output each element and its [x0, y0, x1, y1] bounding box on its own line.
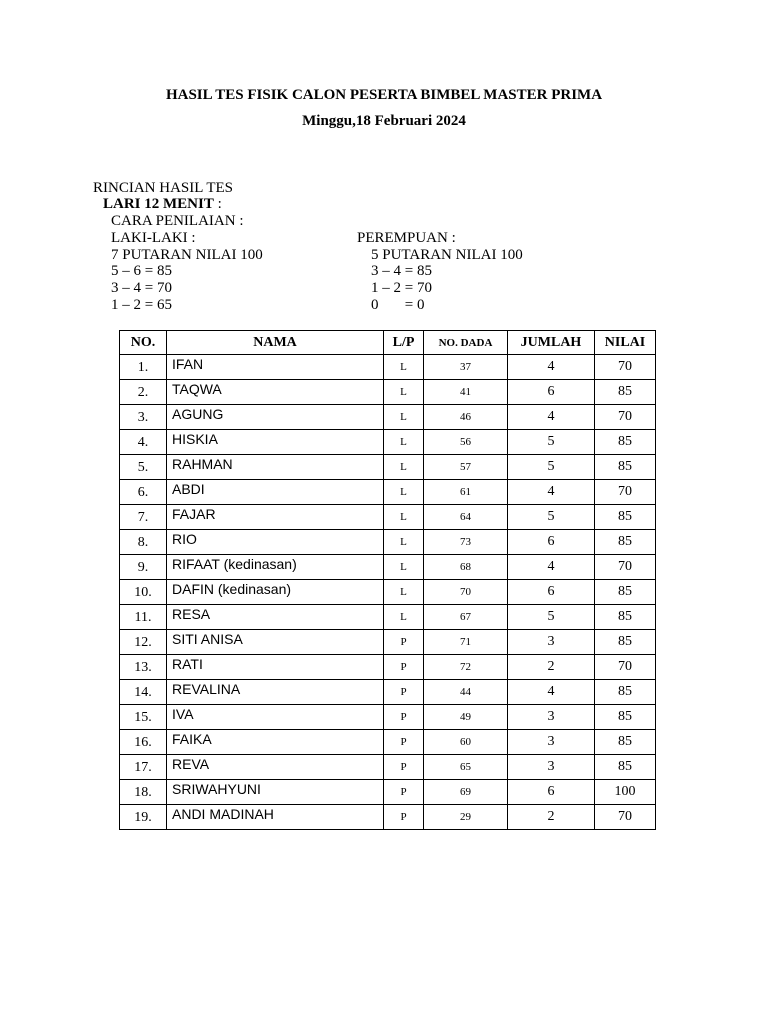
cell-jumlah: 4 [508, 680, 595, 705]
table-row [120, 530, 656, 555]
cell-jumlah: 6 [508, 380, 595, 405]
cell-lp: P [384, 680, 424, 705]
cell-nama: ABDI [167, 480, 384, 505]
perempuan-rule-1: 5 PUTARAN NILAI 100 [371, 247, 523, 263]
cell-lp: P [384, 730, 424, 755]
cell-lp: L [384, 530, 424, 555]
table-row [120, 405, 656, 430]
rincian-heading: RINCIAN HASIL TES [93, 180, 234, 196]
cell-nama: FAIKA [167, 730, 384, 755]
cell-no-dada: 72 [424, 655, 508, 680]
cell-jumlah: 5 [508, 605, 595, 630]
cell-nilai: 85 [595, 680, 656, 705]
cell-jumlah: 4 [508, 355, 595, 380]
cell-lp: L [384, 505, 424, 530]
cell-no-dada: 57 [424, 455, 508, 480]
laki-rule-4: 1 – 2 = 65 [111, 297, 172, 313]
table-row [120, 805, 656, 830]
cell-nama: SRIWAHYUNI [167, 780, 384, 805]
cell-no: 17. [120, 755, 167, 780]
cell-nama: HISKIA [167, 430, 384, 455]
test-name: LARI 12 MENIT [103, 196, 214, 212]
perempuan-label: PEREMPUAN : [357, 230, 456, 246]
cell-nama: RESA [167, 605, 384, 630]
cell-nama: REVALINA [167, 680, 384, 705]
cell-no-dada: 64 [424, 505, 508, 530]
cell-nilai: 85 [595, 630, 656, 655]
cell-no: 18. [120, 780, 167, 805]
cell-nama: DAFIN (kedinasan) [167, 580, 384, 605]
table-row [120, 580, 656, 605]
cell-jumlah: 4 [508, 555, 595, 580]
cell-no: 5. [120, 455, 167, 480]
cell-nama: IVA [167, 705, 384, 730]
header-lp: L/P [384, 331, 424, 355]
cell-lp: L [384, 405, 424, 430]
cell-nama: REVA [167, 755, 384, 780]
table-body [120, 355, 656, 830]
cell-nama: RIO [167, 530, 384, 555]
test-name-suffix: : [213, 196, 222, 212]
cell-no-dada: 68 [424, 555, 508, 580]
cell-no: 11. [120, 605, 167, 630]
cell-lp: P [384, 655, 424, 680]
cell-nilai: 85 [595, 580, 656, 605]
table-row [120, 730, 656, 755]
results-table [119, 330, 656, 830]
cell-nama: SITI ANISA [167, 630, 384, 655]
cell-nilai: 70 [595, 405, 656, 430]
cell-jumlah: 4 [508, 480, 595, 505]
cell-no: 14. [120, 680, 167, 705]
cell-no: 7. [120, 505, 167, 530]
cell-no-dada: 70 [424, 580, 508, 605]
table-row [120, 455, 656, 480]
cell-lp: P [384, 630, 424, 655]
cell-nama: RATI [167, 655, 384, 680]
cell-nama: TAQWA [167, 380, 384, 405]
laki-label: LAKI-LAKI : [111, 230, 196, 246]
cell-nilai: 70 [595, 355, 656, 380]
document-title: HASIL TES FISIK CALON PESERTA BIMBEL MASTER PRIMA [165, 87, 603, 103]
cell-lp: P [384, 755, 424, 780]
cell-no: 3. [120, 405, 167, 430]
header-no-dada: NO. DADA [424, 331, 508, 355]
cell-no-dada: 73 [424, 530, 508, 555]
cell-nilai: 85 [595, 605, 656, 630]
cell-no-dada: 29 [424, 805, 508, 830]
cell-lp: L [384, 555, 424, 580]
cell-nilai: 85 [595, 505, 656, 530]
cell-nilai: 100 [595, 780, 656, 805]
table-row [120, 655, 656, 680]
cell-nama: RAHMAN [167, 455, 384, 480]
cell-jumlah: 6 [508, 780, 595, 805]
cell-no: 15. [120, 705, 167, 730]
cell-nilai: 85 [595, 730, 656, 755]
cell-nilai: 85 [595, 430, 656, 455]
cell-no-dada: 44 [424, 680, 508, 705]
cell-no: 6. [120, 480, 167, 505]
cara-penilaian-label: CARA PENILAIAN : [111, 213, 244, 229]
cell-nama: IFAN [167, 355, 384, 380]
cell-nilai: 70 [595, 805, 656, 830]
cell-no-dada: 60 [424, 730, 508, 755]
cell-nama: RIFAAT (kedinasan) [167, 555, 384, 580]
laki-rule-3: 3 – 4 = 70 [111, 280, 172, 296]
cell-jumlah: 2 [508, 655, 595, 680]
cell-no-dada: 65 [424, 755, 508, 780]
table-row [120, 355, 656, 380]
table-row [120, 505, 656, 530]
cell-jumlah: 6 [508, 530, 595, 555]
cell-nilai: 85 [595, 380, 656, 405]
table-row [120, 430, 656, 455]
cell-no: 10. [120, 580, 167, 605]
cell-jumlah: 5 [508, 430, 595, 455]
cell-jumlah: 4 [508, 405, 595, 430]
header-no: NO. [120, 331, 167, 355]
cell-no: 2. [120, 380, 167, 405]
cell-jumlah: 2 [508, 805, 595, 830]
cell-jumlah: 3 [508, 705, 595, 730]
laki-rule-1: 7 PUTARAN NILAI 100 [111, 247, 263, 263]
cell-jumlah: 3 [508, 755, 595, 780]
table-row [120, 705, 656, 730]
table-row [120, 555, 656, 580]
cell-no-dada: 41 [424, 380, 508, 405]
cell-nama: AGUNG [167, 405, 384, 430]
table-row [120, 605, 656, 630]
cell-lp: L [384, 605, 424, 630]
header-nilai: NILAI [595, 331, 656, 355]
table-row [120, 755, 656, 780]
table-row [120, 780, 656, 805]
table-header-row [120, 331, 656, 355]
perempuan-rule-4: 0 = 0 [371, 297, 425, 313]
cell-no-dada: 67 [424, 605, 508, 630]
cell-lp: L [384, 455, 424, 480]
cell-nilai: 70 [595, 655, 656, 680]
cell-no-dada: 69 [424, 780, 508, 805]
cell-nilai: 85 [595, 705, 656, 730]
table-row [120, 480, 656, 505]
table-row [120, 380, 656, 405]
cell-lp: P [384, 705, 424, 730]
cell-nama: ANDI MADINAH [167, 805, 384, 830]
cell-lp: L [384, 480, 424, 505]
cell-nilai: 70 [595, 480, 656, 505]
cell-jumlah: 3 [508, 730, 595, 755]
cell-no: 8. [120, 530, 167, 555]
cell-no: 13. [120, 655, 167, 680]
cell-no-dada: 49 [424, 705, 508, 730]
cell-no: 4. [120, 430, 167, 455]
cell-no-dada: 46 [424, 405, 508, 430]
cell-no: 9. [120, 555, 167, 580]
cell-no-dada: 56 [424, 430, 508, 455]
cell-no: 19. [120, 805, 167, 830]
cell-no: 16. [120, 730, 167, 755]
cell-nilai: 85 [595, 530, 656, 555]
header-nama: NAMA [167, 331, 384, 355]
table-row [120, 630, 656, 655]
cell-jumlah: 5 [508, 505, 595, 530]
document-date: Minggu,18 Februari 2024 [302, 113, 466, 129]
cell-nama: FAJAR [167, 505, 384, 530]
cell-nilai: 70 [595, 555, 656, 580]
cell-lp: L [384, 380, 424, 405]
cell-no: 1. [120, 355, 167, 380]
perempuan-rule-2: 3 – 4 = 85 [371, 263, 432, 279]
cell-no-dada: 61 [424, 480, 508, 505]
cell-nilai: 85 [595, 755, 656, 780]
cell-lp: L [384, 430, 424, 455]
cell-jumlah: 5 [508, 455, 595, 480]
perempuan-rule-3: 1 – 2 = 70 [371, 280, 432, 296]
cell-no-dada: 71 [424, 630, 508, 655]
cell-lp: P [384, 805, 424, 830]
laki-rule-2: 5 – 6 = 85 [111, 263, 172, 279]
cell-jumlah: 3 [508, 630, 595, 655]
cell-nilai: 85 [595, 455, 656, 480]
test-name-line [103, 196, 222, 213]
cell-no: 12. [120, 630, 167, 655]
cell-jumlah: 6 [508, 580, 595, 605]
cell-lp: P [384, 780, 424, 805]
table-row [120, 680, 656, 705]
cell-no-dada: 37 [424, 355, 508, 380]
cell-lp: L [384, 580, 424, 605]
header-jumlah: JUMLAH [508, 331, 595, 355]
cell-lp: L [384, 355, 424, 380]
